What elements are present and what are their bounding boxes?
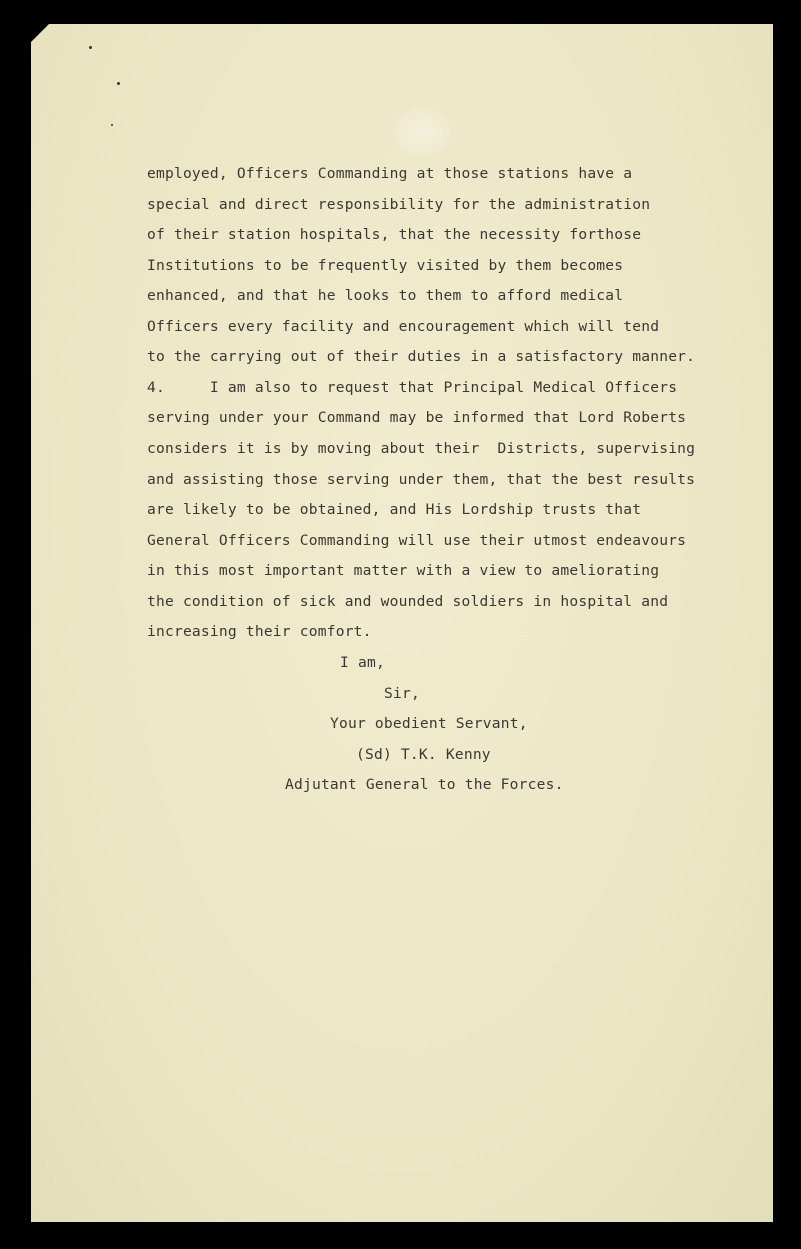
- signatory-title: Adjutant General to the Forces.: [285, 776, 564, 793]
- body-line: serving under your Command may be informed that Lord Roberts: [147, 409, 687, 426]
- paragraph-4-line: 4. I am also to request that Principal Medical Officers: [147, 379, 678, 396]
- body-line: General Officers Commanding will use their utmost endeavours: [147, 532, 687, 549]
- body-line: the condition of sick and wounded soldiers in hospital and: [147, 593, 669, 610]
- closing-valediction: Your obedient Servant,: [330, 715, 528, 732]
- body-line: in this most important matter with a view to ameliorating: [147, 562, 660, 579]
- body-line: to the carrying out of their duties in a satisfactory manner.: [147, 348, 696, 365]
- paper-speck: [89, 46, 92, 49]
- embossed-seal: [393, 108, 451, 156]
- body-line: are likely to be obtained, and His Lordship trusts that: [147, 501, 642, 518]
- closing-salutation: Sir,: [384, 685, 420, 702]
- folded-corner: [31, 24, 49, 42]
- body-line: special and direct responsibility for the administration: [147, 196, 651, 213]
- body-line: and assisting those serving under them, that the best results: [147, 471, 696, 488]
- body-line: increasing their comfort.: [147, 623, 372, 640]
- body-line: of their station hospitals, that the necessity forthose: [147, 226, 642, 243]
- body-line: enhanced, and that he looks to them to afford medical: [147, 287, 624, 304]
- paper-speck: [117, 82, 120, 85]
- body-line: Institutions to be frequently visited by them becomes: [147, 257, 624, 274]
- closing-i-am: I am,: [340, 654, 385, 671]
- document-page: [31, 24, 773, 1222]
- body-line: considers it is by moving about their Districts, supervising: [147, 440, 696, 457]
- paper-speck: [111, 124, 113, 126]
- signature: (Sd) T.K. Kenny: [356, 746, 491, 763]
- body-line: employed, Officers Commanding at those stations have a: [147, 165, 633, 182]
- body-line: Officers every facility and encouragement which will tend: [147, 318, 660, 335]
